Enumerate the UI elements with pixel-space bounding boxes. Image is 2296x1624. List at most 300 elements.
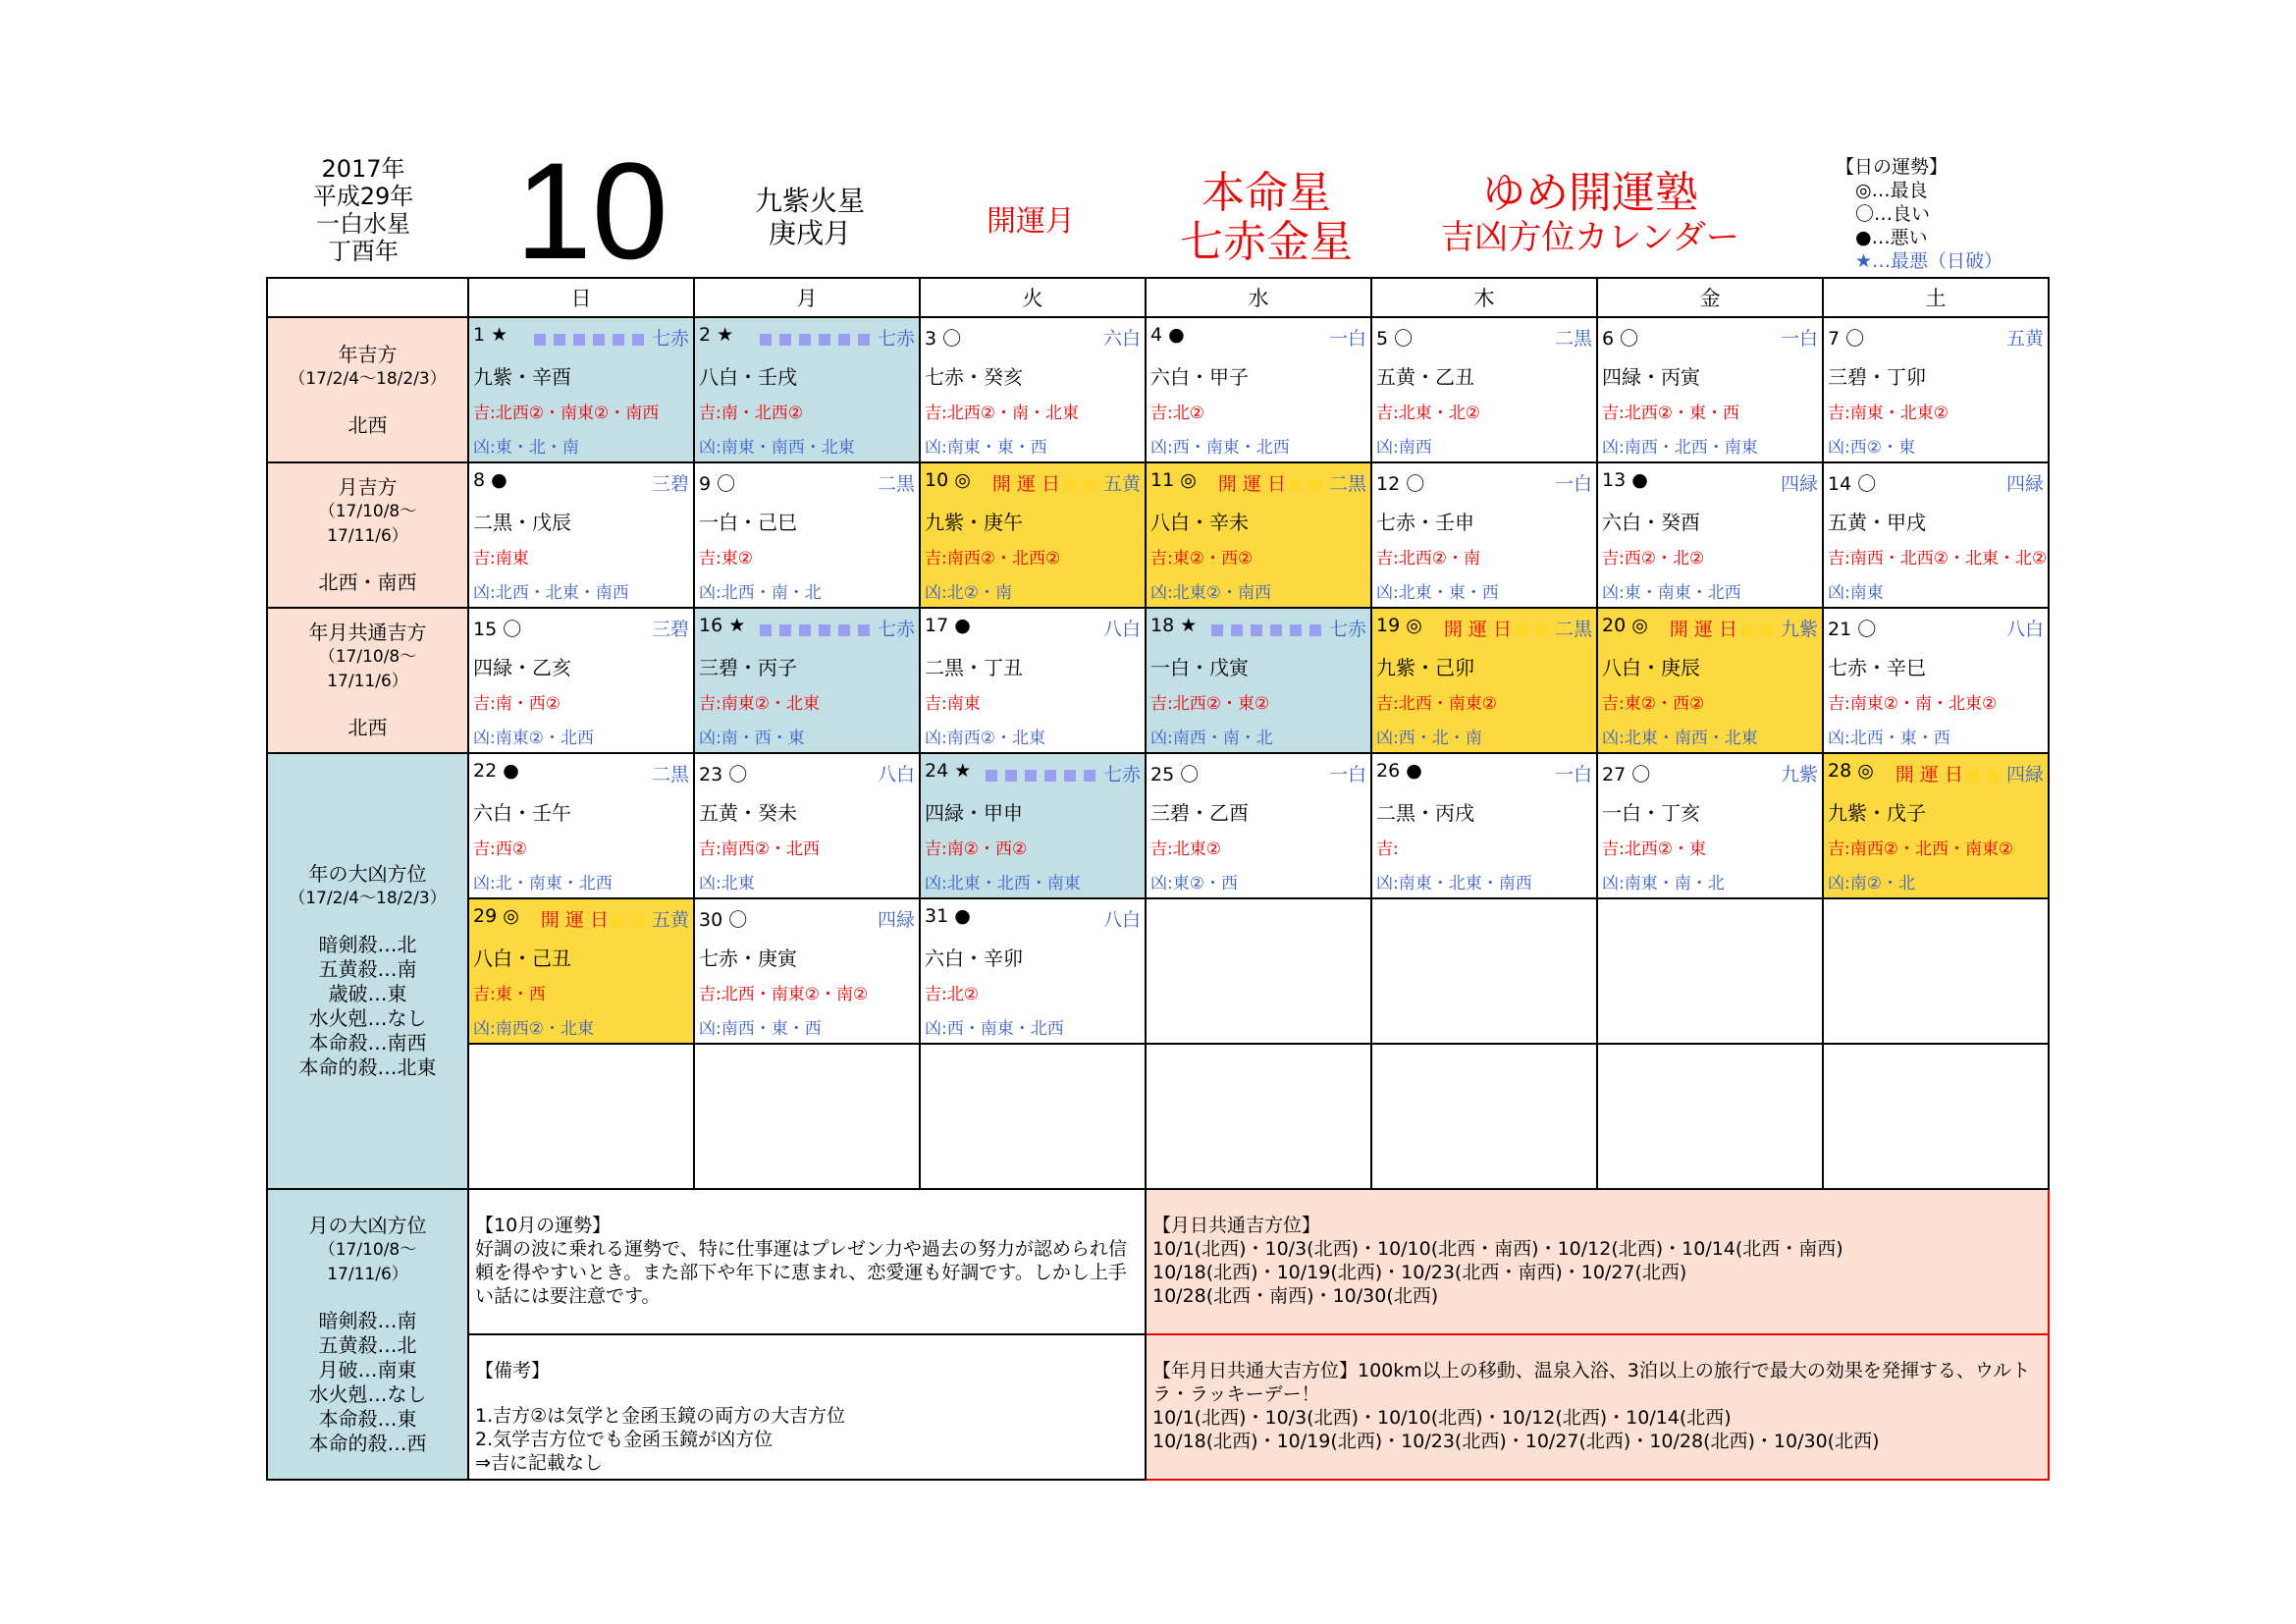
- side-month-unlucky: [267, 1189, 468, 1480]
- day-lucky-direction: 吉:西②: [473, 839, 527, 859]
- day-number: 27 〇: [1602, 764, 1651, 785]
- day-star-group: [648, 760, 689, 786]
- day-star: 五黄: [1102, 473, 1141, 495]
- notes-line: 2.気学吉方位でも金函玉鏡が凶方位: [475, 1429, 774, 1450]
- month-kanshi: 庚戌月: [768, 217, 851, 249]
- notes-line: ⇒吉に記載なし: [475, 1452, 603, 1474]
- fortune-text: 好調の波に乗れる運勢で、特に仕事運はプレゼン力や過去の努力が認められ信頼を得やすいとき。また部下や年下に恵まれ、恋愛運も好調です。しかし上手い話には要注意です。: [475, 1238, 1127, 1307]
- day-unlucky-direction: 凶:南西: [1376, 438, 1432, 458]
- day-star: 九紫: [1780, 619, 1818, 640]
- worst-day-square-icon: [1211, 624, 1223, 636]
- day-number: 4 ●: [1150, 324, 1185, 346]
- day-star: 八白: [1102, 619, 1141, 640]
- day-unlucky-direction: 凶:東②・西: [1150, 874, 1238, 893]
- worst-day-square-icon: [760, 624, 772, 636]
- side-label: 年吉方: [338, 342, 398, 366]
- day-unlucky-direction: 凶:南西・南・北: [1150, 729, 1273, 748]
- day-lucky-direction: 吉:北西②・東: [1602, 839, 1706, 859]
- day-lucky-direction: 吉:北東・北②: [1376, 404, 1480, 423]
- blank-row: [267, 1044, 2049, 1189]
- day-number: 14 〇: [1828, 473, 1877, 495]
- kaiun-square-icon: [632, 915, 644, 927]
- empty-day-cell: [1371, 898, 1597, 1044]
- day-unlucky-direction: 凶:南②・北: [1828, 874, 1915, 893]
- year-heisei: 平成29年: [312, 183, 414, 210]
- great-title: 【年月日共通大吉方位】100km以上の移動、温泉入浴、3泊以上の旅行で最大の効果を発揮する、ウルトラ・ラッキーデー！: [1152, 1360, 2031, 1405]
- day-star: 一白: [1554, 764, 1592, 785]
- legend-title: 【日の運勢】: [1836, 156, 1949, 178]
- year-kanshi: 丁酉年: [328, 238, 399, 265]
- day-star: 二黒: [1554, 328, 1592, 350]
- day-unlucky-direction: 凶:北東: [699, 874, 755, 893]
- day-cell[interactable]: [1823, 317, 2049, 462]
- day-star-group: [1551, 469, 1592, 496]
- day-cell[interactable]: [468, 608, 694, 753]
- day-unlucky-direction: 凶:南・西・東: [699, 729, 805, 748]
- day-star-group: [541, 905, 689, 932]
- day-cell[interactable]: [468, 317, 694, 462]
- day-unlucky-direction: 凶:西・北・南: [1376, 729, 1482, 748]
- day-star: 一白: [1780, 328, 1818, 350]
- day-cell[interactable]: [694, 317, 920, 462]
- day-lucky-direction: 吉:南西②・北西②: [925, 549, 1061, 568]
- day-star: 五黄: [2005, 328, 2044, 350]
- worst-day-square-icon: [1251, 624, 1262, 636]
- day-cell[interactable]: [1371, 317, 1597, 462]
- day-cell[interactable]: [694, 608, 920, 753]
- day-kanshi: 五黄・乙丑: [1376, 365, 1474, 389]
- day-number: 18 ★: [1150, 615, 1198, 636]
- legend-bad: ●…悪い: [1855, 227, 1928, 248]
- worst-day-square-icon: [1025, 770, 1037, 782]
- week-row-4: [267, 753, 2049, 898]
- day-cell[interactable]: [1371, 608, 1597, 753]
- day-star-group: [1551, 760, 1592, 786]
- day-lucky-direction: 吉:北西②・南・北東: [925, 404, 1079, 423]
- day-cell[interactable]: [1371, 462, 1597, 608]
- day-cell[interactable]: [694, 753, 920, 898]
- day-number: 23 〇: [699, 764, 748, 785]
- day-number: 12 〇: [1376, 473, 1425, 495]
- day-unlucky-direction: 凶:北東②・南西: [1150, 583, 1271, 603]
- day-unlucky-direction: 凶:南東・東・西: [925, 438, 1047, 458]
- day-kanshi: 八白・辛未: [1150, 511, 1249, 534]
- day-unlucky-direction: 凶:北東・東・西: [1376, 583, 1499, 603]
- day-lucky-direction: 吉:南・西②: [473, 694, 561, 714]
- day-star-group: [874, 469, 915, 496]
- day-star-group: [2002, 469, 2044, 496]
- day-star-group: [756, 324, 915, 351]
- side-direction: 北西: [347, 412, 388, 437]
- day-star: 一白: [1554, 473, 1592, 495]
- day-unlucky-direction: 凶:南西・北西・南東: [1602, 438, 1758, 458]
- day-cell[interactable]: [1146, 462, 1371, 608]
- legend-good: 〇…良い: [1855, 203, 1931, 225]
- day-kanshi: 七赤・庚寅: [699, 947, 797, 970]
- day-kanshi: 六白・甲子: [1150, 365, 1249, 389]
- day-star-group: [982, 760, 1141, 786]
- worst-day-square-icon: [819, 624, 830, 636]
- day-star: 四緑: [1780, 473, 1818, 495]
- day-number: 1 ★: [473, 324, 508, 346]
- calendar-table: [266, 277, 2050, 1481]
- day-kanshi: 五黄・癸未: [699, 801, 797, 825]
- worst-day-square-icon: [1290, 624, 1302, 636]
- day-lucky-direction: 吉:北②: [1150, 404, 1204, 423]
- day-kanshi: 九紫・庚午: [925, 511, 1023, 534]
- day-cell[interactable]: [920, 898, 1146, 1044]
- great-lucky-box: [1146, 1334, 2049, 1480]
- side-label: 月吉方: [338, 475, 398, 499]
- day-number: 22 ●: [473, 760, 519, 782]
- weekday-sun: 日: [468, 278, 694, 317]
- day-star-group: [1207, 615, 1366, 641]
- blank-cell: [694, 1044, 920, 1189]
- day-star-group: [1099, 324, 1141, 351]
- blank-cell: [1146, 1044, 1371, 1189]
- memo-row-1: [267, 1189, 2049, 1334]
- weekday-thu: 木: [1371, 278, 1597, 317]
- day-kanshi: 六白・壬午: [473, 801, 571, 825]
- day-star-group: [1099, 615, 1141, 641]
- side-item: 五黄殺…北: [318, 1332, 417, 1357]
- day-number: 2 ★: [699, 324, 734, 346]
- day-cell[interactable]: [920, 317, 1146, 462]
- day-number: 25 〇: [1150, 764, 1200, 785]
- day-lucky-direction: 吉:南西②・北西: [699, 839, 820, 859]
- day-lucky-direction: 吉:南②・西②: [925, 839, 1028, 859]
- worst-day-square-icon: [779, 624, 791, 636]
- day-star-group: [756, 615, 915, 641]
- day-number: 11 ◎: [1150, 469, 1197, 491]
- side-item: 歳破…東: [328, 982, 407, 1005]
- worst-day-square-icon: [593, 334, 605, 346]
- worst-day-square-icon: [838, 624, 850, 636]
- legend-worst: ★…最悪（日破）: [1855, 250, 2003, 272]
- day-number: 19 ◎: [1376, 615, 1422, 636]
- side-label: 年月共通吉方: [308, 621, 427, 644]
- day-cell[interactable]: [1597, 462, 1823, 608]
- day-lucky-direction: 吉:: [1376, 839, 1399, 859]
- day-lucky-direction: 吉:北西②・南: [1376, 549, 1480, 568]
- day-unlucky-direction: 凶:北・南東・北西: [473, 874, 613, 893]
- day-kanshi: 六白・癸酉: [1602, 511, 1700, 534]
- worst-day-square-icon: [554, 334, 565, 346]
- day-kanshi: 四緑・丙寅: [1602, 365, 1700, 389]
- weekday-tue: 火: [920, 278, 1146, 317]
- day-star: 七赤: [1102, 764, 1141, 785]
- day-star-group: [1777, 324, 1818, 351]
- side-period: （17/10/8～: [318, 502, 417, 521]
- worst-day-square-icon: [799, 624, 811, 636]
- day-star-group: [1896, 760, 2044, 786]
- weekday-mon: 月: [694, 278, 920, 317]
- worst-day-square-icon: [1309, 624, 1321, 636]
- day-cell[interactable]: [1823, 462, 2049, 608]
- day-unlucky-direction: 凶:東・南東・北西: [1602, 583, 1741, 603]
- day-star: 二黒: [877, 473, 915, 495]
- day-unlucky-direction: 凶:東・北・南: [473, 438, 579, 458]
- day-cell[interactable]: [468, 898, 694, 1044]
- day-unlucky-direction: 凶:北西・南・北: [699, 583, 822, 603]
- day-cell[interactable]: [920, 608, 1146, 753]
- day-kanshi: 四緑・甲申: [925, 801, 1023, 825]
- day-number: 13 ●: [1602, 469, 1648, 491]
- day-unlucky-direction: 凶:南西・東・西: [699, 1019, 822, 1039]
- worst-day-square-icon: [1044, 770, 1056, 782]
- kaiun-day-label: 開 運 日: [1669, 619, 1737, 640]
- day-unlucky-direction: 凶:南西②・北東: [925, 729, 1045, 748]
- worst-day-square-icon: [760, 334, 772, 346]
- day-star-group: [1325, 324, 1366, 351]
- day-lucky-direction: 吉:南東: [925, 694, 981, 714]
- day-cell[interactable]: [694, 898, 920, 1044]
- common-line: 10/28(北西・南西)・10/30(北西): [1152, 1285, 1439, 1307]
- empty-day-cell: [1146, 898, 1371, 1044]
- day-cell[interactable]: [920, 753, 1146, 898]
- day-star: 七赤: [877, 619, 915, 640]
- weekday-sat: 土: [1823, 278, 2049, 317]
- day-star-group: [530, 324, 689, 351]
- day-star-group: [874, 760, 915, 786]
- day-number: 26 ●: [1376, 760, 1422, 782]
- great-line: 10/18(北西)・10/19(北西)・10/23(北西)・10/27(北西)・10/28(北西)・10/30(北西): [1152, 1431, 1880, 1452]
- day-cell[interactable]: [1597, 753, 1823, 898]
- month-number: 10: [515, 134, 668, 288]
- day-star-group: [1099, 905, 1141, 932]
- day-lucky-direction: 吉:東②・西②: [1150, 549, 1254, 568]
- month-star: [731, 185, 888, 249]
- day-unlucky-direction: 凶:南東: [1828, 583, 1884, 603]
- day-star-group: [648, 615, 689, 641]
- page-title: [1414, 169, 1767, 257]
- day-star-group: [1670, 615, 1818, 641]
- day-lucky-direction: 吉:南西・北西②・北東・北②: [1828, 549, 2048, 568]
- day-kanshi: 一白・戊寅: [1150, 656, 1249, 679]
- day-unlucky-direction: 凶:北東・南西・北東: [1602, 729, 1758, 748]
- day-lucky-direction: 吉:南東②・北東: [699, 694, 820, 714]
- week-row-1: [267, 317, 2049, 462]
- year-western: 2017年: [321, 155, 405, 183]
- day-star: 三碧: [651, 473, 689, 495]
- day-cell[interactable]: [468, 753, 694, 898]
- day-star: 四緑: [877, 909, 915, 931]
- notes-box: [468, 1334, 1146, 1480]
- day-number: 28 ◎: [1828, 760, 1874, 782]
- legend: [1836, 155, 2002, 273]
- side-month-lucky: [267, 462, 468, 608]
- year-star: 一白水星: [316, 210, 410, 238]
- day-lucky-direction: 吉:南東・北東②: [1828, 404, 1949, 423]
- kaiun-month-label: 開運月: [987, 204, 1075, 239]
- blank-cell: [1597, 1044, 1823, 1189]
- side-period: （17/10/8～: [318, 647, 417, 667]
- day-number: 17 ●: [925, 615, 971, 636]
- kaiun-day-label: 開 運 日: [1443, 619, 1512, 640]
- year-info: [294, 155, 432, 265]
- day-unlucky-direction: 凶:南東・南・北: [1602, 874, 1725, 893]
- day-number: 24 ★: [925, 760, 972, 782]
- day-star-group: [1777, 469, 1818, 496]
- kaiun-square-icon: [1290, 479, 1302, 491]
- title-main: ゆめ開運塾: [1482, 168, 1698, 218]
- day-lucky-direction: 吉:西②・北②: [1602, 549, 1705, 568]
- day-cell[interactable]: [1823, 608, 2049, 753]
- kaiun-day-label: 開 運 日: [1217, 473, 1286, 495]
- common-lucky-box: [1146, 1189, 2049, 1334]
- side-common-lucky: [267, 608, 468, 753]
- worst-day-square-icon: [858, 624, 870, 636]
- day-kanshi: 一白・己巳: [699, 511, 797, 534]
- day-cell[interactable]: [1823, 753, 2049, 898]
- day-unlucky-direction: 凶:西・南東・北西: [1150, 438, 1290, 458]
- day-kanshi: 六白・辛卯: [925, 947, 1023, 970]
- side-item: 本命的殺…西: [308, 1431, 427, 1455]
- side-period-end: 17/11/6）: [327, 1264, 408, 1284]
- worst-day-square-icon: [1270, 624, 1282, 636]
- side-year-unlucky: [267, 753, 468, 1189]
- day-number: 20 ◎: [1602, 615, 1648, 636]
- worst-day-square-icon: [632, 334, 644, 346]
- week-row-2: [267, 462, 2049, 608]
- day-kanshi: 九紫・己卯: [1376, 656, 1474, 679]
- day-number: 15 〇: [473, 619, 522, 640]
- worst-day-square-icon: [534, 334, 546, 346]
- day-star: 七赤: [1328, 619, 1366, 640]
- side-item: 本命殺…南西: [308, 1031, 427, 1055]
- day-lucky-direction: 吉:南西②・北西・南東②: [1828, 839, 2014, 859]
- worst-day-square-icon: [779, 334, 791, 346]
- great-line: 10/1(北西)・10/3(北西)・10/10(北西)・10/12(北西)・10/14(北西): [1152, 1407, 1732, 1429]
- day-number: 8 ●: [473, 469, 507, 491]
- day-unlucky-direction: 凶:北西・東・西: [1828, 729, 1950, 748]
- month-star-name: 九紫火星: [754, 185, 865, 217]
- day-star: 九紫: [1780, 764, 1818, 785]
- worst-day-square-icon: [1005, 770, 1017, 782]
- side-item: 暗剣殺…南: [318, 1308, 417, 1332]
- day-cell[interactable]: [1371, 753, 1597, 898]
- side-period-end: 17/11/6）: [327, 526, 408, 546]
- worst-day-square-icon: [838, 334, 850, 346]
- day-number: 29 ◎: [473, 905, 519, 927]
- empty-day-cell: [1597, 898, 1823, 1044]
- corner-cell: [267, 278, 468, 317]
- day-lucky-direction: 吉:北西②・東・西: [1602, 404, 1739, 423]
- fortune-title: 【10月の運勢】: [475, 1215, 612, 1236]
- kaiun-day-label: 開 運 日: [540, 909, 609, 931]
- side-year-lucky: [267, 317, 468, 462]
- day-number: 5 〇: [1376, 328, 1414, 350]
- day-star: 四緑: [2005, 764, 2044, 785]
- side-item: 本命殺…東: [318, 1406, 417, 1431]
- day-lucky-direction: 吉:東②: [699, 549, 753, 568]
- day-lucky-direction: 吉:北西・南東②: [1376, 694, 1497, 714]
- common-title: 【月日共通吉方位】: [1152, 1215, 1321, 1236]
- day-unlucky-direction: 凶:南東・南西・北東: [699, 438, 855, 458]
- kaiun-square-icon: [1309, 479, 1321, 491]
- week-row-5: [267, 898, 2049, 1044]
- day-kanshi: 五黄・甲戌: [1828, 511, 1926, 534]
- kaiun-day-label: 開 運 日: [1895, 764, 1963, 785]
- day-kanshi: 二黒・丁丑: [925, 656, 1023, 679]
- day-cell[interactable]: [468, 462, 694, 608]
- worst-day-square-icon: [1064, 770, 1076, 782]
- weekday-wed: 水: [1146, 278, 1371, 317]
- day-star: 一白: [1328, 328, 1366, 350]
- day-cell[interactable]: [694, 462, 920, 608]
- day-kanshi: 七赤・辛巳: [1828, 656, 1926, 679]
- day-unlucky-direction: 凶:西・南東・北西: [925, 1019, 1064, 1039]
- day-cell[interactable]: [1146, 608, 1371, 753]
- worst-day-square-icon: [799, 334, 811, 346]
- day-star: 八白: [2005, 619, 2044, 640]
- notes-line: 1.吉方②は気学と金函玉鏡の両方の大吉方位: [475, 1405, 846, 1427]
- day-lucky-direction: 吉:南東: [473, 549, 529, 568]
- side-item: 五黄殺…南: [318, 957, 417, 981]
- blank-cell: [1371, 1044, 1597, 1189]
- day-kanshi: 七赤・癸亥: [925, 365, 1023, 389]
- side-item: 水火剋…なし: [308, 1006, 427, 1030]
- day-star-group: [1218, 469, 1366, 496]
- day-cell[interactable]: [1146, 753, 1371, 898]
- kaiun-square-icon: [613, 915, 624, 927]
- kaiun-square-icon: [1535, 624, 1547, 636]
- day-unlucky-direction: 凶:南西②・北東: [473, 1019, 594, 1039]
- day-kanshi: 三碧・丁卯: [1828, 365, 1926, 389]
- kaiun-square-icon: [1967, 770, 1979, 782]
- day-cell[interactable]: [1597, 608, 1823, 753]
- day-number: 31 ●: [925, 905, 971, 927]
- side-period: （17/2/4～18/2/3）: [289, 889, 447, 908]
- kaiun-square-icon: [1064, 479, 1076, 491]
- day-unlucky-direction: 凶:南東・北東・南西: [1376, 874, 1532, 893]
- side-item: 本命的殺…北東: [298, 1056, 437, 1079]
- title-sub: 吉凶方位カレンダー: [1441, 218, 1739, 257]
- day-star: 六白: [1102, 328, 1141, 350]
- worst-day-square-icon: [858, 334, 870, 346]
- day-unlucky-direction: 凶:南東②・北西: [473, 729, 594, 748]
- memo-row-2: [267, 1334, 2049, 1480]
- day-number: 10 ◎: [925, 469, 971, 491]
- day-kanshi: 七赤・壬申: [1376, 511, 1474, 534]
- day-cell[interactable]: [1597, 317, 1823, 462]
- worst-day-square-icon: [613, 334, 624, 346]
- fortune-box: [468, 1189, 1146, 1334]
- day-star-group: [992, 469, 1141, 496]
- day-number: 6 〇: [1602, 328, 1639, 350]
- common-line: 10/18(北西)・10/19(北西)・10/23(北西・南西)・10/27(北西): [1152, 1262, 1687, 1283]
- day-cell[interactable]: [920, 462, 1146, 608]
- day-star: 三碧: [651, 619, 689, 640]
- day-lucky-direction: 吉:東・西: [473, 985, 546, 1004]
- day-star-group: [874, 905, 915, 932]
- honmei-value: 七赤金星: [1180, 217, 1353, 267]
- day-star-group: [1444, 615, 1592, 641]
- day-star: 七赤: [651, 328, 689, 350]
- day-kanshi: 八白・壬戌: [699, 365, 797, 389]
- day-star-group: [2002, 615, 2044, 641]
- day-star: 七赤: [877, 328, 915, 350]
- day-lucky-direction: 吉:南・北西②: [699, 404, 803, 423]
- empty-day-cell: [1823, 898, 2049, 1044]
- day-star: 二黒: [1328, 473, 1366, 495]
- kaiun-day-label: 開 運 日: [991, 473, 1060, 495]
- common-line: 10/1(北西)・10/3(北西)・10/10(北西・南西)・10/12(北西)・10/14(北西・南西): [1152, 1238, 1843, 1260]
- day-kanshi: 四緑・乙亥: [473, 656, 571, 679]
- day-number: 3 〇: [925, 328, 962, 350]
- day-star-group: [1777, 760, 1818, 786]
- day-cell[interactable]: [1146, 317, 1371, 462]
